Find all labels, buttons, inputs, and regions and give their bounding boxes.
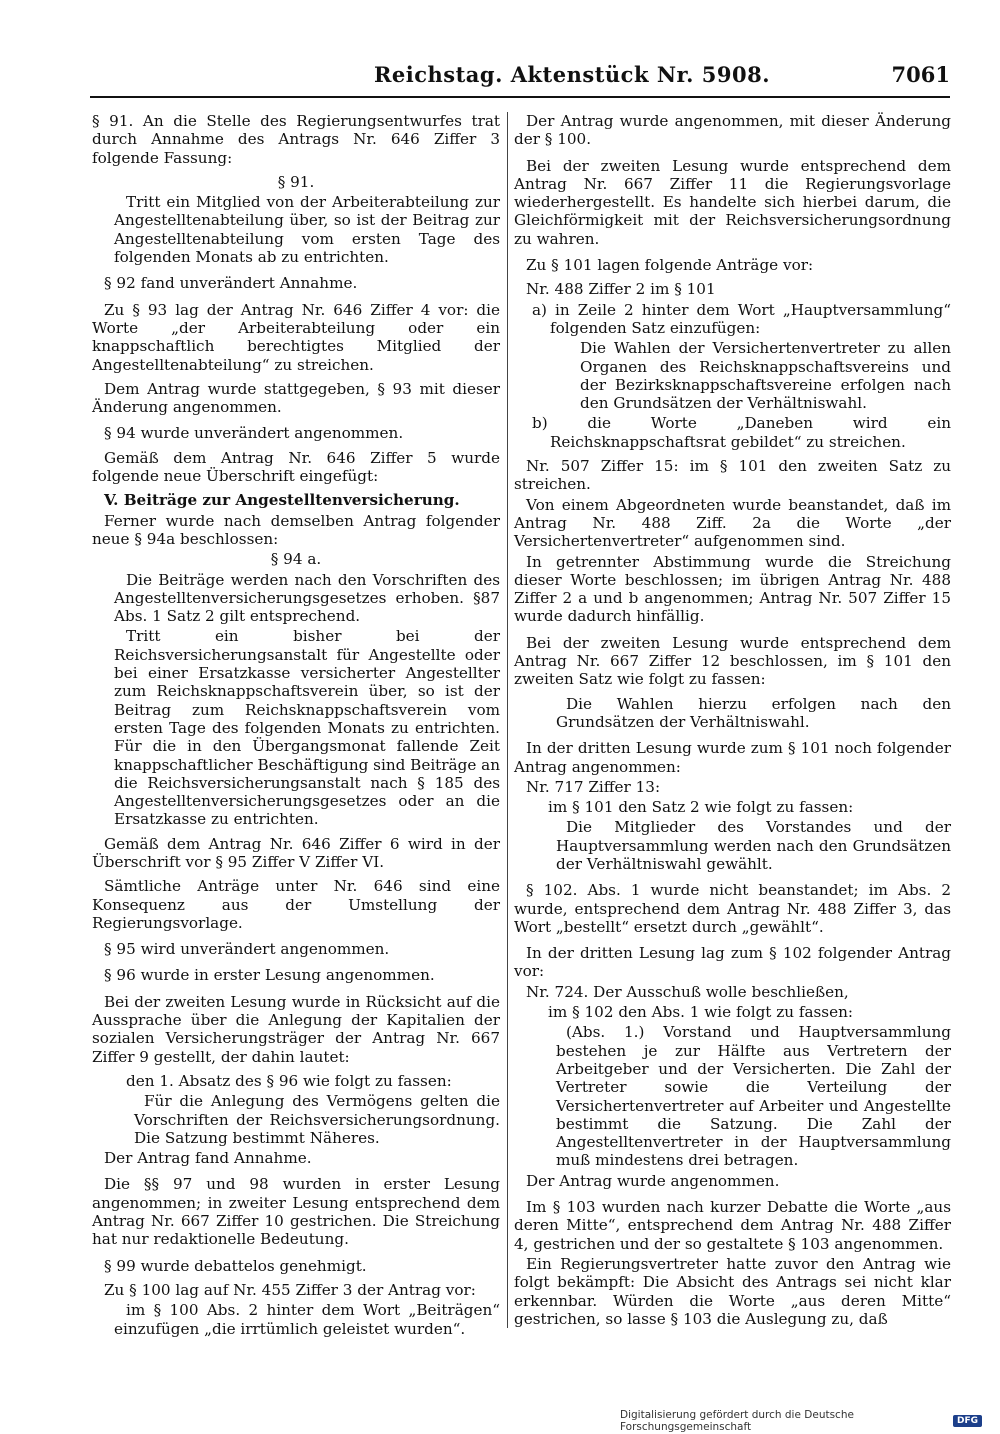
page-header: [90, 62, 950, 96]
list-item: a) in Zeile 2 hinter dem Wort „Hauptversammlung“ folgenden Satz einzufügen:: [532, 300, 951, 337]
paragraph: den 1. Absatz des § 96 wie folgt zu fassen:: [126, 1071, 452, 1090]
dfg-logo: DFG: [953, 1415, 982, 1427]
quoted-text: Tritt ein bisher bei der Reichsversicherungsanstalt für Angestellte oder bei einer Ersatzkasse versicherter Angestellter zum Reichsknappschaftsverein über, so ist der Beitrag zum Reichsknappschaftsverein vom ersten Tage des folgenden Monats zu entrichten. Für die in den Übergangsmonat fallende Zeit knappschaftlicher Beschäftigung sind Beiträge an die Reichsversicherungsanstalt nach § 185 des Angestelltenversicherungsgesetzes oder an die Ersatzkasse zu entrichten.: [114, 627, 500, 829]
paragraph: In der dritten Lesung wurde zum § 101 noch folgender Antrag angenommen:: [514, 739, 951, 776]
running-title: Reichstag. Aktenstück Nr. 5908.: [373, 62, 771, 87]
paragraph: im § 102 den Abs. 1 wie folgt zu fassen:: [548, 1003, 853, 1022]
paragraph: Von einem Abgeordneten wurde beanstandet, daß im Antrag Nr. 488 Ziff. 2a die Worte „der Versichertenvertreter“ aufgenommen sind.: [514, 495, 951, 551]
section-heading: § 94 a.: [270, 550, 322, 569]
paragraph: Der Antrag fand Annahme.: [104, 1149, 312, 1168]
quoted-text: Tritt ein Mitglied von der Arbeiterabteilung zur Angestelltenabteilung über, so ist der Beitrag zur Angestelltenabteilung vom ersten Tage des folgenden Monats ab zu entrichten.: [114, 193, 500, 267]
paragraph: Ein Regierungsvertreter hatte zuvor den Antrag wie folgt bekämpft: Die Absicht des Antrags sei nicht klar erkennbar. Würden die Worte „aus deren Mitte“ gestrichen, so lasse § 103 die Auslegung zu, daß: [514, 1254, 951, 1328]
paragraph: In getrennter Abstimmung wurde die Streichung dieser Worte beschlossen; im übrigen Antrag Nr. 488 Ziffer 2 a und b angenommen; Antrag Nr. 507 Ziffer 15 wurde dadurch hinfällig.: [514, 552, 951, 626]
paragraph: § 92 fand unverändert Annahme.: [104, 274, 358, 293]
quoted-text: Die Wahlen der Versichertenvertreter zu allen Organen des Reichsknappschaftsvereins und der Bezirksknappschaftsvereine erfolgen nach den Grundsätzen der Verhältniswahl.: [580, 339, 951, 413]
paragraph: Bei der zweiten Lesung wurde in Rücksicht auf die Aussprache über die Anlegung der Kapitalien der sozialen Versicherungsträger der Antrag Nr. 667 Ziffer 9 gestellt, der dahin lautet:: [92, 992, 500, 1066]
paragraph: Der Antrag wurde angenommen, mit dieser Änderung der § 100.: [514, 112, 951, 149]
header-rule: [90, 96, 950, 98]
paragraph: Nr. 724. Der Ausschuß wolle beschließen,: [526, 982, 849, 1001]
paragraph: Zu § 101 lagen folgende Anträge vor:: [526, 256, 814, 275]
paragraph: Zu § 93 lag der Antrag Nr. 646 Ziffer 4 vor: die Worte „der Arbeiterabteilung oder ein knappschaftlich berechtigtes Mitglied der Angestelltenabteilung“ zu streichen.: [92, 300, 500, 374]
quoted-text: Für die Anlegung des Vermögens gelten die Vorschriften der Reichsversicherungsordnung. Die Satzung bestimmt Näheres.: [134, 1092, 500, 1147]
paragraph: Gemäß dem Antrag Nr. 646 Ziffer 6 wird in der Überschrift vor § 95 Ziffer V Ziffer VI.: [92, 834, 500, 871]
left-column: [92, 112, 500, 1344]
paragraph: Gemäß dem Antrag Nr. 646 Ziffer 5 wurde folgende neue Überschrift eingefügt:: [92, 448, 500, 486]
paragraph: § 95 wird unverändert angenommen.: [104, 940, 390, 959]
paragraph: Nr. 488 Ziffer 2 im § 101: [526, 280, 716, 299]
paragraph: § 96 wurde in erster Lesung angenommen.: [104, 966, 435, 985]
quoted-text: Die Beiträge werden nach den Vorschriften des Angestelltenversicherungsgesetzes erhoben. §87 Abs. 1 Satz 2 gilt entsprechend.: [114, 570, 500, 626]
quoted-text: im § 100 Abs. 2 hinter dem Wort „Beiträgen“ einzufügen „die irrtümlich geleistet wurden“.: [114, 1301, 500, 1338]
quoted-text: (Abs. 1.) Vorstand und Hauptversammlung bestehen je zur Hälfte aus Vertretern der Arbeitgeber und der Versicherten. Die Zahl der Vertreter sowie die Verteilung der Versichertenvertreter auf Arbeiter und Angestellte bestimmt die Satzung. Die Zahl der Angestelltenvertreter in der Hauptversammlung muß mindestens drei betragen.: [556, 1023, 951, 1170]
quoted-text: Die Mitglieder des Vorstandes und der Hauptversammlung werden nach den Grundsätzen der Verhältniswahl gewählt.: [556, 818, 951, 873]
paragraph: § 94 wurde unverändert angenommen.: [104, 424, 404, 443]
section-heading: § 91.: [277, 172, 315, 191]
paragraph: Ferner wurde nach demselben Antrag folgender neue § 94a beschlossen:: [92, 511, 500, 548]
right-column: [514, 112, 951, 1334]
paragraph: Nr. 717 Ziffer 13:: [526, 777, 661, 796]
paragraph: Der Antrag wurde angenommen.: [526, 1171, 780, 1190]
page-number: 7061: [891, 62, 950, 87]
paragraph: Bei der zweiten Lesung wurde entsprechend dem Antrag Nr. 667 Ziffer 12 beschlossen, im § 101 den zweiten Satz wie folgt zu fassen:: [514, 633, 951, 689]
paragraph: Zu § 100 lag auf Nr. 455 Ziffer 3 der Antrag vor:: [104, 1280, 476, 1299]
paragraph: im § 101 den Satz 2 wie folgt zu fassen:: [548, 798, 854, 817]
paragraph: Bei der zweiten Lesung wurde entsprechend dem Antrag Nr. 667 Ziffer 11 die Regierungsvorlage wiederhergestellt. Es handelte sich hierbei darum, die Gleichförmigkeit mit der Reichsversicherungsordnung zu wahren.: [514, 156, 951, 248]
paragraph: Die §§ 97 und 98 wurden in erster Lesung angenommen; in zweiter Lesung entsprechend dem Antrag Nr. 667 Ziffer 10 gestrichen. Die Streichung hat nur redaktionelle Bedeutung.: [92, 1175, 500, 1249]
paragraph: Im § 103 wurden nach kurzer Debatte die Worte „aus deren Mitte“, entsprechend dem Antrag Nr. 488 Ziffer 4, gestrichen und der so gestaltete § 103 angenommen.: [514, 1198, 951, 1253]
paragraph: In der dritten Lesung lag zum § 102 folgender Antrag vor:: [514, 944, 951, 981]
subheading: V. Beiträge zur Angestelltenversicherung.: [104, 491, 460, 510]
credit-text: Digitalisierung gefördert durch die Deutsche Forschungsgemeinschaft: [620, 1409, 854, 1433]
paragraph: Sämtliche Anträge unter Nr. 646 sind eine Konsequenz aus der Umstellung der Regierungsvorlage.: [92, 877, 500, 932]
column-divider: [507, 112, 508, 1328]
list-item: b) die Worte „Daneben wird ein Reichsknappschaftsrat gebildet“ zu streichen.: [532, 414, 951, 451]
paragraph: Nr. 507 Ziffer 15: im § 101 den zweiten Satz zu streichen.: [514, 457, 951, 494]
paragraph: § 99 wurde debattelos genehmigt.: [104, 1256, 367, 1275]
paragraph: § 102. Abs. 1 wurde nicht beanstandet; im Abs. 2 wurde, entsprechend dem Antrag Nr. 488 Ziffer 3, das Wort „bestellt“ ersetzt durch „gewählt“.: [514, 881, 951, 936]
quoted-text: Die Wahlen hierzu erfolgen nach den Grundsätzen der Verhältniswahl.: [556, 694, 951, 731]
paragraph: Dem Antrag wurde stattgegeben, § 93 mit dieser Änderung angenommen.: [92, 379, 500, 417]
digitization-credit: [620, 1409, 982, 1433]
paragraph: § 91. An die Stelle des Regierungsentwurfes trat durch Annahme des Antrags Nr. 646 Ziffer 3 folgende Fassung:: [92, 112, 500, 167]
